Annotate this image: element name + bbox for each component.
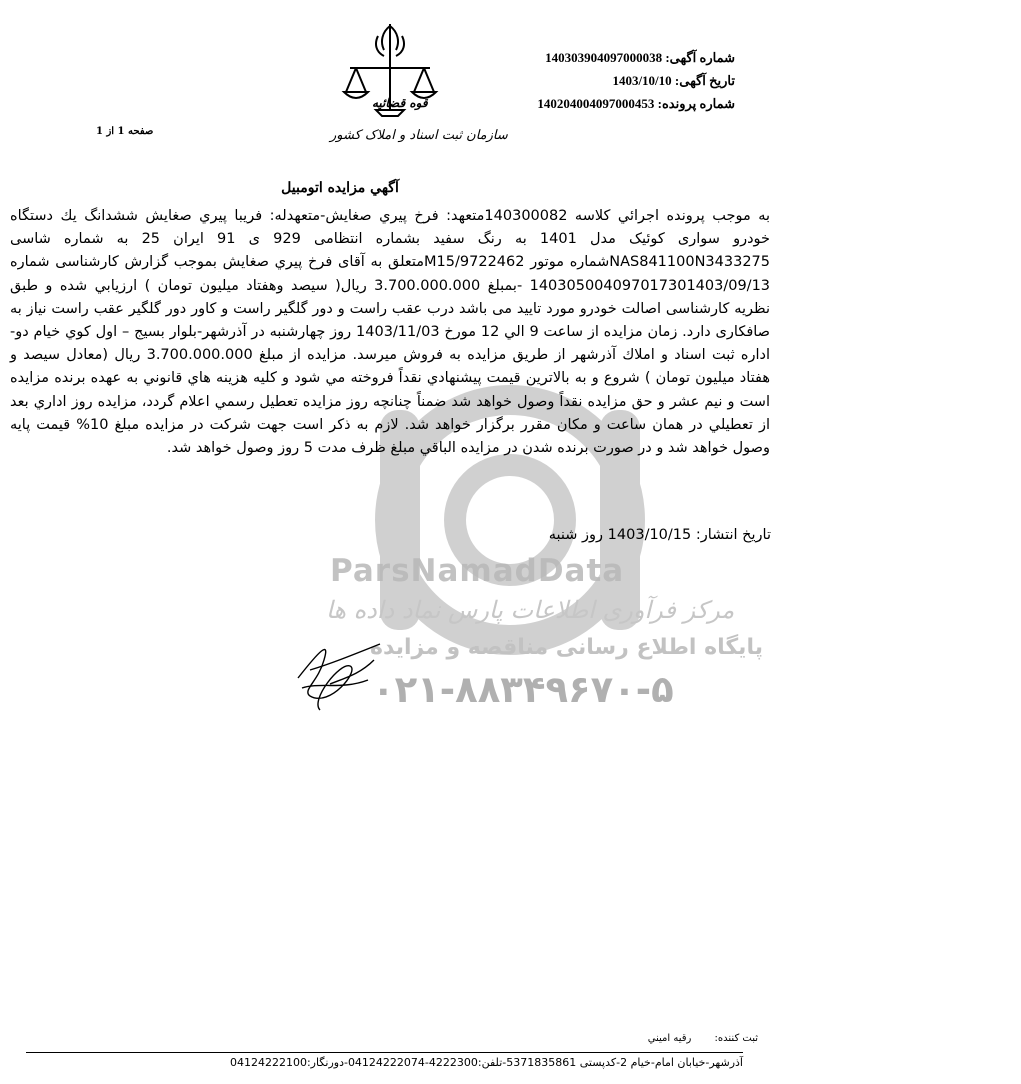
announcement-body <box>10 205 770 460</box>
signature-icon <box>290 630 390 720</box>
organization-name: سازمان ثبت اسناد و املاک کشور <box>330 128 508 143</box>
ad-number-label: شماره آگهی: <box>665 50 735 65</box>
watermark-brand: ParsNamadData <box>330 553 625 589</box>
watermark-subtitle: پایگاه اطلاع رسانی مناقصه و مزایده <box>370 635 763 660</box>
registrar <box>648 1033 758 1044</box>
ad-date-row <box>537 69 735 92</box>
registrar-name: رقيه اميني <box>647 1033 692 1044</box>
watermark-tagline: مرکز فرآوری اطلاعات پارس نماد داده ها <box>326 596 735 624</box>
ad-date-label: تاریخ آگهی: <box>674 73 735 88</box>
ad-number-row <box>537 46 735 69</box>
header-info <box>537 46 735 115</box>
ad-number: 140303904097000038 <box>545 50 663 65</box>
document-title: آگهي مزايده اتومبيل <box>281 180 399 196</box>
case-number: 140204004097000453 <box>537 96 655 111</box>
publication-date: تاريخ انتشار: 1403/10/15 روز شنبه <box>548 527 771 543</box>
judiciary-name: قوه قضائیه <box>372 96 428 110</box>
case-number-label: شماره پرونده: <box>657 96 735 111</box>
footer-divider <box>26 1052 743 1053</box>
watermark-phone: ۰۲۱-۸۸۳۴۹۶۷۰-۵ <box>372 668 674 711</box>
page-indicator: صفحه 1 از 1 <box>96 126 154 137</box>
registrar-label: ثبت كننده: <box>714 1033 758 1044</box>
case-number-row <box>537 92 735 115</box>
ad-date: 1403/10/10 <box>612 73 672 88</box>
footer-address: آذرشهر-خيابان امام-خيام 2-کدپستی 5371835861-تلفن:4222300-04124222074-دورنگار:04124222100 <box>229 1056 743 1069</box>
body-paragraph: به موجب پرونده اجرائي كلاسه 140300082متعهد: فرخ پيري صغايش-متعهدله: فريبا پيري صغايش ششدانگ يك دستگاه خودرو سواری كوئيک مدل 1401 به رنگ سفيد بشماره انتظامی 929 ی 91 ايران 25 به شماره شاسی NAS841100N3433275شماره موتور M15/9722462متعلق به آقای فرخ پيري صغايش بموجب گزارش كارشناسی شماره 140305004097017301403/09/13 -بمبلغ 3.700.000.000 ريال( سيصد وهفتاد ميليون تومان ) ارزيابي شده و طبق نظريه كارشناسی اصالت خودرو مورد تاييد می باشد درب عقب راست و دور گلگير راست و كاور دور گلگير عقب راست نياز به صافكاری دارد. زمان مزايده از ساعت 9 الي 12 مورخ 1403/11/03 روز چهارشنبه در آذرشهر-بلوار بسيج – اول كوي خيام دو-اداره ثبت اسناد و املاك آذرشهر از طريق مزايده به فروش ميرسد. مزايده از مبلغ 3.700.000.000 ريال (معادل سيصد و هفتاد ميليون تومان ) شروع و به بالاترين قيمت پيشنهادي نقداً فروخته مي شود و كليه هزينه هاي قانوني به عهده برنده مزايده است و نيم عشر و حق مزايده نقداً وصول خواهد شد ضمناً چنانچه روز مزايده تعطيل رسمي اعلام گردد، مزايده روز اداري بعد از تعطيلي در همان ساعت و مكان مقرر برگزار خواهد شد. لازم به ذکر است جهت شرکت در مزايده مبلغ 10% قيمت پايه وصول خواهد شد و در صورت برنده شدن در مزايده الباقي مبلغ ظرف مدت 5 روز وصول خواهد شد. <box>10 208 771 457</box>
